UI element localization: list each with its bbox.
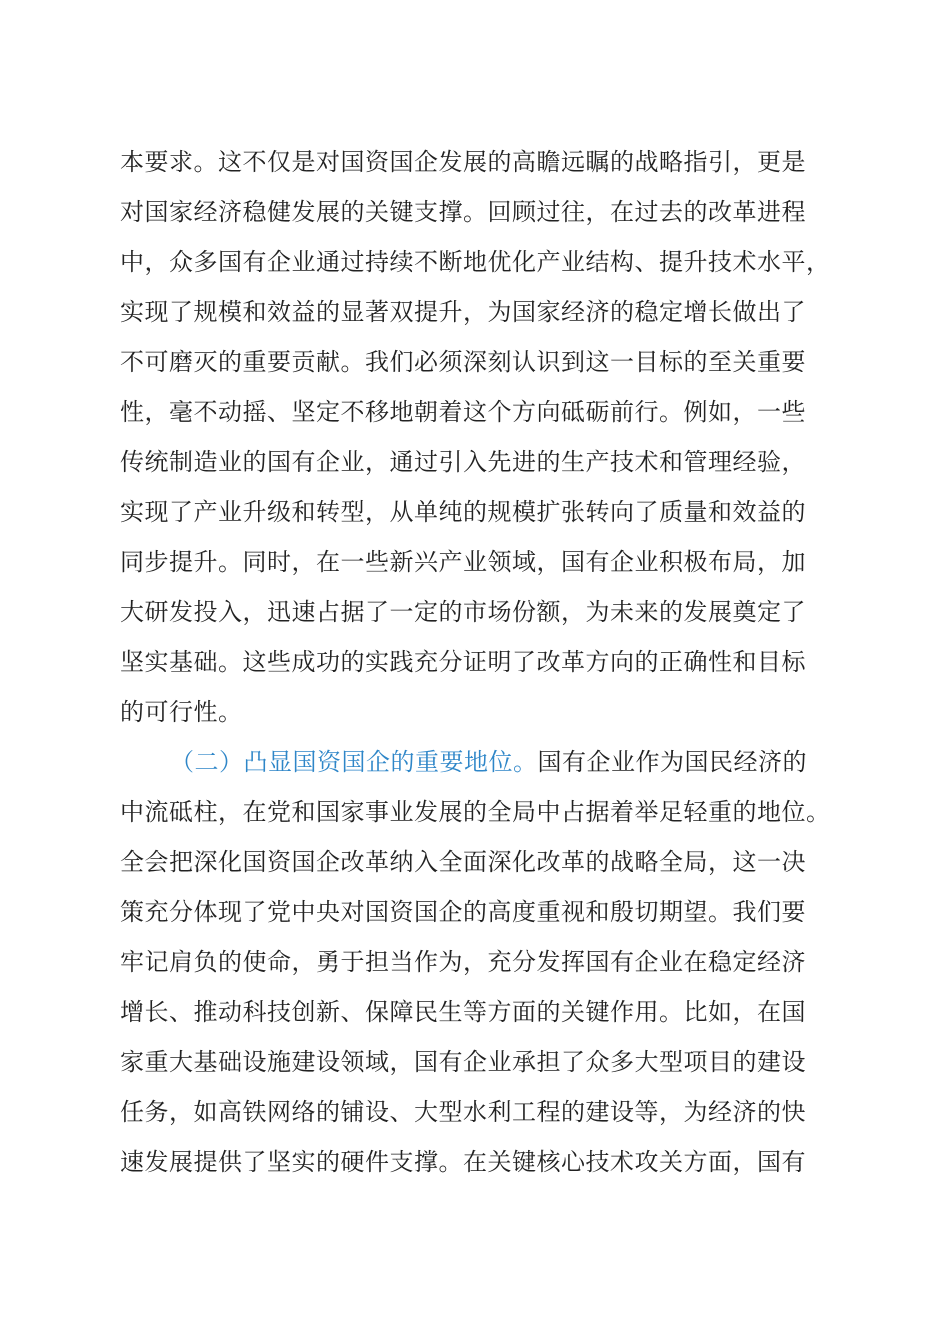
paragraph-2-line-4: 策充分体现了党中央对国资国企的高度重视和殷切期望。我们要	[120, 898, 806, 926]
paragraph-2-line-6: 增长、推动科技创新、保障民生等方面的关键作用。比如，在国	[120, 998, 806, 1026]
paragraph-2-line-3: 全会把深化国资国企改革纳入全面深化改革的战略全局，这一决	[120, 848, 806, 876]
paragraph-1-line-4: 实现了规模和效益的显著双提升，为国家经济的稳定增长做出了	[120, 298, 806, 326]
paragraph-1-line-7: 传统制造业的国有企业，通过引入先进的生产技术和管理经验，	[120, 448, 806, 476]
paragraph-1-line-11: 坚实基础。这些成功的实践充分证明了改革方向的正确性和目标	[120, 648, 806, 676]
paragraph-1-line-2: 对国家经济稳健发展的关键支撑。回顾过往，在过去的改革进程	[120, 198, 806, 226]
paragraph-1-line-1: 本要求。这不仅是对国资国企发展的高瞻远瞩的战略指引，更是	[120, 148, 806, 176]
paragraph-1-line-3: 中，众多国有企业通过持续不断地优化产业结构、提升技术水平，	[120, 248, 831, 276]
paragraph-2-line-1	[170, 747, 807, 777]
paragraph-1-line-9: 同步提升。同时，在一些新兴产业领域，国有企业积极布局，加	[120, 548, 806, 576]
paragraph-1-line-6: 性，毫不动摇、坚定不移地朝着这个方向砥砺前行。例如，一些	[120, 398, 806, 426]
paragraph-1-line-8: 实现了产业升级和转型，从单纯的规模扩张转向了质量和效益的	[120, 498, 806, 526]
paragraph-2-line-1-text: 国有企业作为国民经济的	[537, 748, 807, 776]
paragraph-2-line-5: 牢记肩负的使命，勇于担当作为，充分发挥国有企业在稳定经济	[120, 948, 806, 976]
paragraph-2-line-8: 任务，如高铁网络的铺设、大型水利工程的建设等，为经济的快	[120, 1098, 806, 1126]
paragraph-1-line-12: 的可行性。	[120, 698, 243, 726]
section-heading: （二）凸显国资国企的重要地位。	[170, 748, 538, 776]
paragraph-1-line-10: 大研发投入，迅速占据了一定的市场份额，为未来的发展奠定了	[120, 598, 806, 626]
paragraph-1-line-5: 不可磨灭的重要贡献。我们必须深刻认识到这一目标的至关重要	[120, 348, 806, 376]
paragraph-2-line-2: 中流砥柱，在党和国家事业发展的全局中占据着举足轻重的地位。	[120, 798, 831, 826]
paragraph-2-line-9: 速发展提供了坚实的硬件支撑。在关键核心技术攻关方面，国有	[120, 1148, 806, 1176]
paragraph-2-line-7: 家重大基础设施建设领域，国有企业承担了众多大型项目的建设	[120, 1048, 806, 1076]
